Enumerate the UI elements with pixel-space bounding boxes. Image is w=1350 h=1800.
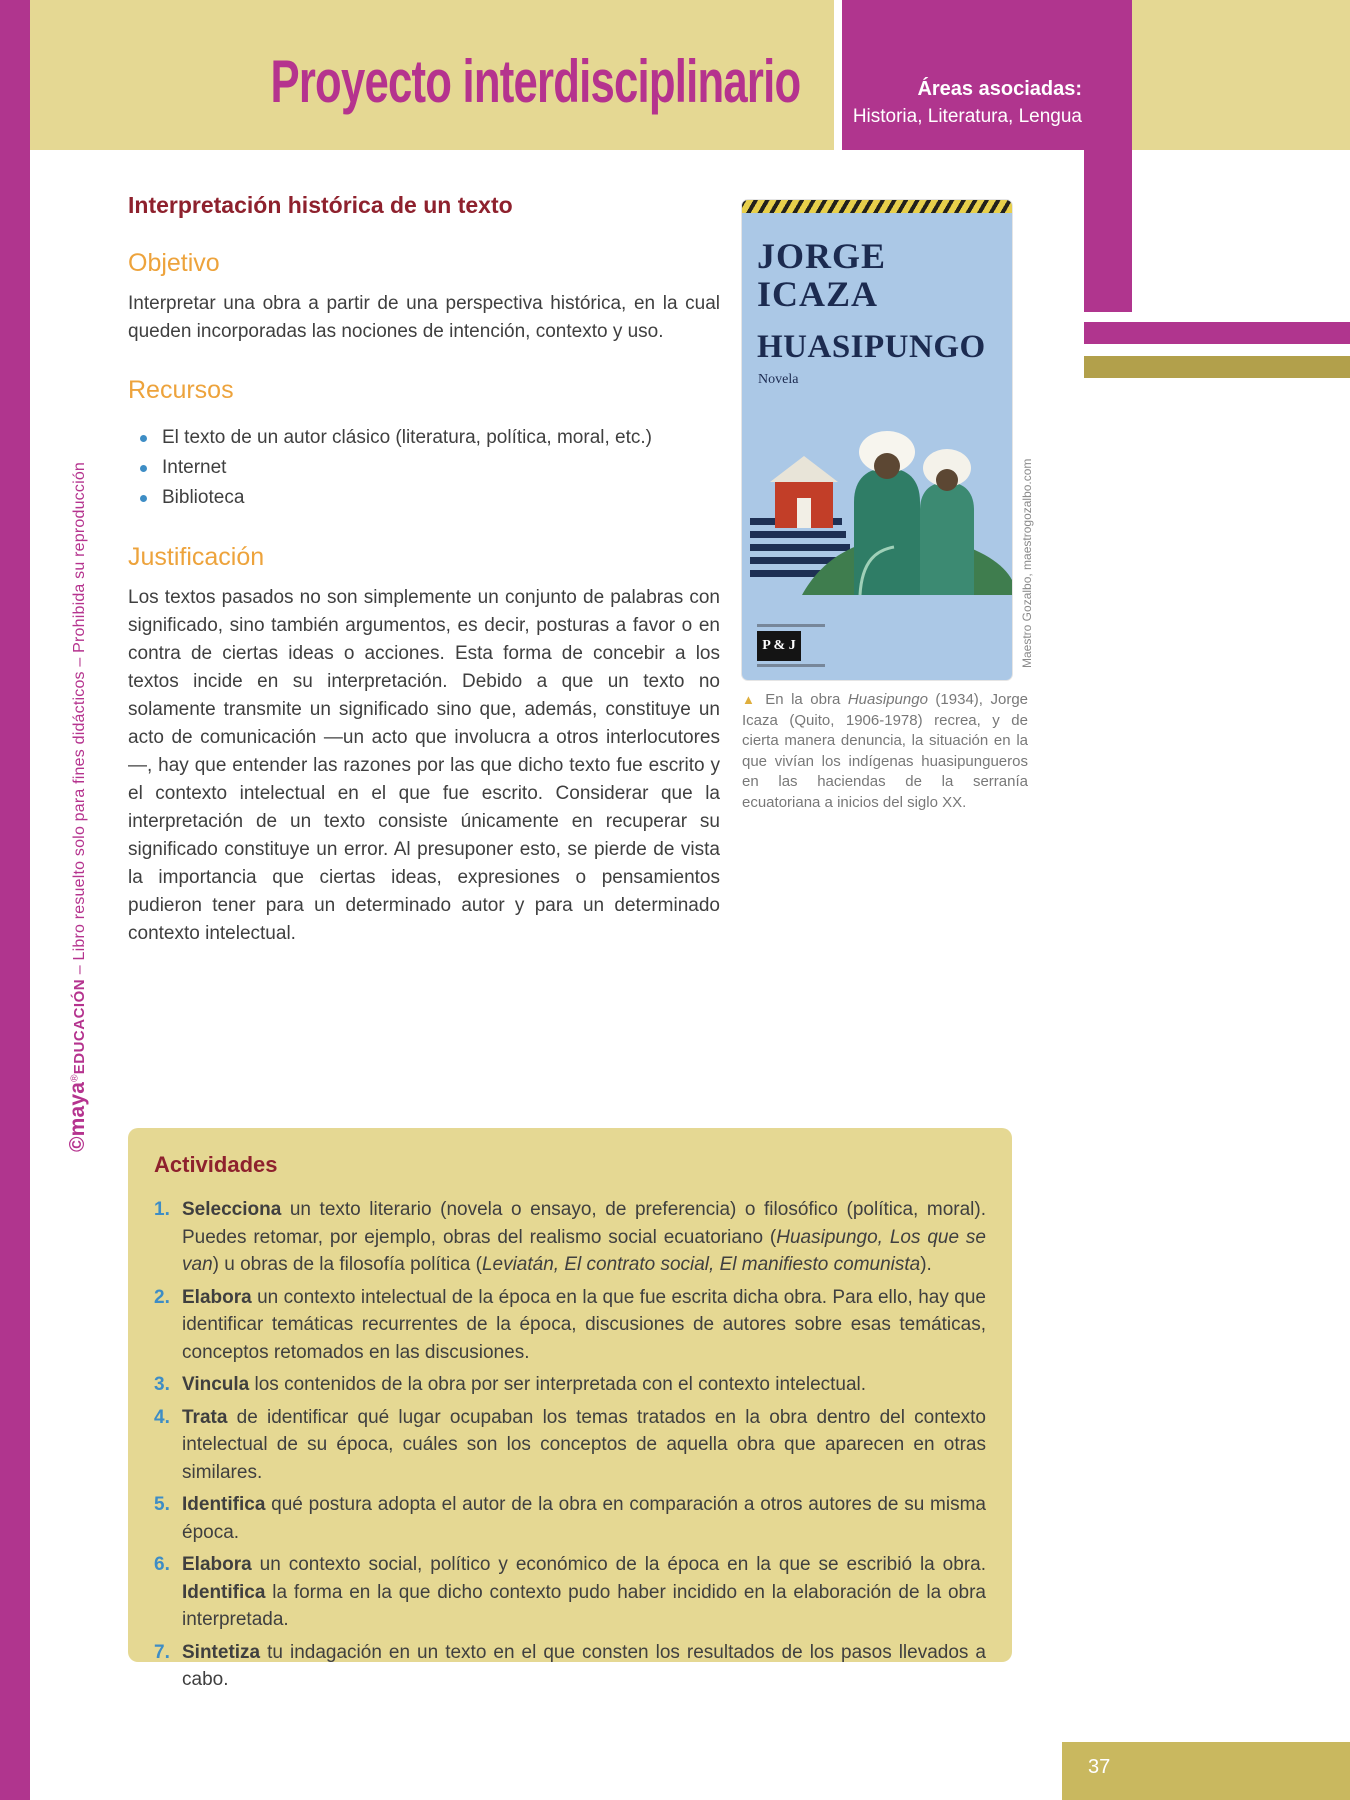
caption-triangle-icon: ▲ — [742, 692, 759, 707]
section-justificacion — [128, 543, 720, 948]
activity-item — [154, 1404, 986, 1487]
objetivo-title: Objetivo — [128, 249, 220, 277]
activities-panel — [128, 1128, 1012, 1690]
house-roof — [770, 456, 838, 482]
activity-number: 2. — [154, 1286, 170, 1308]
activity-number: 6. — [154, 1554, 170, 1575]
section-objetivo — [128, 249, 720, 346]
right-accent-strip — [1084, 150, 1132, 312]
page-number: 37 — [1088, 1756, 1111, 1778]
areas-label: Áreas asociadas: — [917, 78, 1082, 100]
footer-block — [1062, 1742, 1350, 1800]
activities-list — [154, 1196, 986, 1694]
activity-number: 5. — [154, 1494, 170, 1515]
list-item: Internet — [132, 453, 720, 483]
cover-hatch-band — [742, 200, 1012, 213]
left-accent-bar — [0, 0, 30, 1800]
cover-author-line1: JORGE — [757, 236, 887, 276]
activity-number: 4. — [154, 1406, 170, 1428]
section-recursos — [128, 376, 720, 513]
article-heading: Interpretación histórica de un texto — [128, 192, 513, 218]
activity-text: Sintetiza tu indagación en un texto en el que consten los resultados de los pasos llevados a cabo. — [182, 1641, 986, 1690]
activity-item — [154, 1284, 986, 1367]
activity-number: 1. — [154, 1199, 170, 1220]
figure-caption — [742, 690, 1028, 813]
activity-number: 7. — [154, 1641, 170, 1663]
activities-title: Actividades — [154, 1152, 278, 1177]
cover-publisher-block — [742, 624, 1012, 680]
header-divider — [834, 0, 842, 150]
vertical-copyright — [66, 462, 90, 1152]
caption-text: En la obra Huasipungo (1934), Jorge Icaza (Quito, 1906-1978) recrea, y de cierta manera denuncia, la situación en la que vivían los indígenas huasipungueros en las haciendas de la serranía ecuatoriana a inicios del siglo XX. — [742, 691, 1028, 811]
photo-credit: Maestro Gozalbo, maestrogozalbo.com — [1020, 458, 1034, 668]
house-door — [797, 498, 811, 528]
figure-back-face — [936, 469, 958, 491]
activity-item — [154, 1551, 986, 1634]
cover-author-line2: ICAZA — [757, 274, 879, 314]
book-cover — [742, 200, 1012, 680]
accent-bar-magenta — [1084, 322, 1350, 344]
activity-text: Elabora un contexto intelectual de la época en la que fue escrita dicha obra. Para ello, hay que identificar temáticas recurrentes de la época, discusiones de autores sobre esas temáticas, conceptos retomados en las discusiones. — [182, 1286, 986, 1363]
list-item: Biblioteca — [132, 483, 720, 513]
list-item: El texto de un autor clásico (literatura, política, moral, etc.) — [132, 423, 720, 453]
accent-bar-gold — [1084, 356, 1350, 378]
activity-item — [154, 1639, 986, 1694]
cover-author — [742, 213, 1012, 313]
cover-title: HUASIPUNGO — [757, 329, 986, 365]
justificacion-title: Justificación — [128, 543, 265, 571]
justificacion-body: Los textos pasados no son simplemente un conjunto de palabras con significado, sino también argumentos, es decir, posturas a favor o en contra de ciertas ideas o acciones. Esta forma de concebir a los textos incide en su interpretación. Debido a que un texto no solamente transmite un significado sino que, además, constituye un acto de comunicación —un acto que involucra a otros interlocutores—, hay que entender las razones por las que dicho texto fue escrito y el contexto intelectual en el que fue escrito. Considerar que la interpretación de un texto consiste únicamente en recuperar su significado constituye un error. Al presuponer esto, se pierde de vista la importancia que ciertas ideas, expresiones o pensamientos pudieron tener para un determinado autor y para un determinado contexto intelectual. — [128, 587, 720, 944]
recursos-list — [132, 423, 720, 513]
publisher-brand: EDUCACIÓN — [71, 978, 88, 1075]
activity-item — [154, 1491, 986, 1546]
objetivo-body: Interpretar una obra a partir de una perspectiva histórica, en la cual queden incorporadas las nociones de intención, contexto y uso. — [128, 293, 720, 342]
recursos-title: Recursos — [128, 376, 234, 404]
activity-text: Selecciona un texto literario (novela o ensayo, de preferencia) o filosófico (política, moral). Puedes retomar, por ejemplo, obras del realismo social ecuatoriano (Huasipungo, Los que se van) u obras de la filosofía política (Leviatán, El contrato social, El manifiesto comunista). — [182, 1199, 986, 1275]
activity-item — [154, 1196, 986, 1279]
activity-number: 3. — [154, 1374, 170, 1395]
page-title: Proyecto interdisciplinario — [270, 47, 800, 116]
activity-text: Identifica qué postura adopta el autor de la obra en comparación a otros autores de su misma época. — [182, 1494, 986, 1543]
activity-text: Vincula los contenidos de la obra por ser interpretada con el contexto intelectual. — [182, 1374, 867, 1395]
areas-box — [842, 0, 1132, 150]
publisher-logo: P & J — [757, 631, 801, 661]
publisher-logo-text: ©maya — [66, 1081, 89, 1152]
activity-text: Elabora un contexto social, político y económico de la época en la que se escribió la obra. Identifica la forma en la que dicho contexto pudo haber incidido en la elaboración de la obra interpretada. — [182, 1554, 986, 1630]
legal-notice: – Libro resuelto solo para fines didácticos – Prohibida su reproducción — [71, 461, 88, 979]
cover-illustration — [742, 390, 1012, 595]
publisher-small-text-bar — [757, 664, 825, 667]
cover-subtitle: Novela — [758, 372, 799, 387]
activity-item — [154, 1371, 986, 1399]
registered-mark: ® — [69, 1074, 81, 1082]
activity-text: Trata de identificar qué lugar ocupaban los temas tratados en la obra dentro del contexto intelectual de su época, cuáles son los conceptos de aquella obra que aparecen en otras similares. — [182, 1406, 986, 1483]
publisher-small-text-bar — [757, 624, 825, 627]
areas-value: Historia, Literatura, Lengua — [852, 106, 1082, 127]
article — [128, 192, 720, 948]
figure-back-body — [920, 482, 974, 595]
figure-front-face — [874, 453, 900, 479]
